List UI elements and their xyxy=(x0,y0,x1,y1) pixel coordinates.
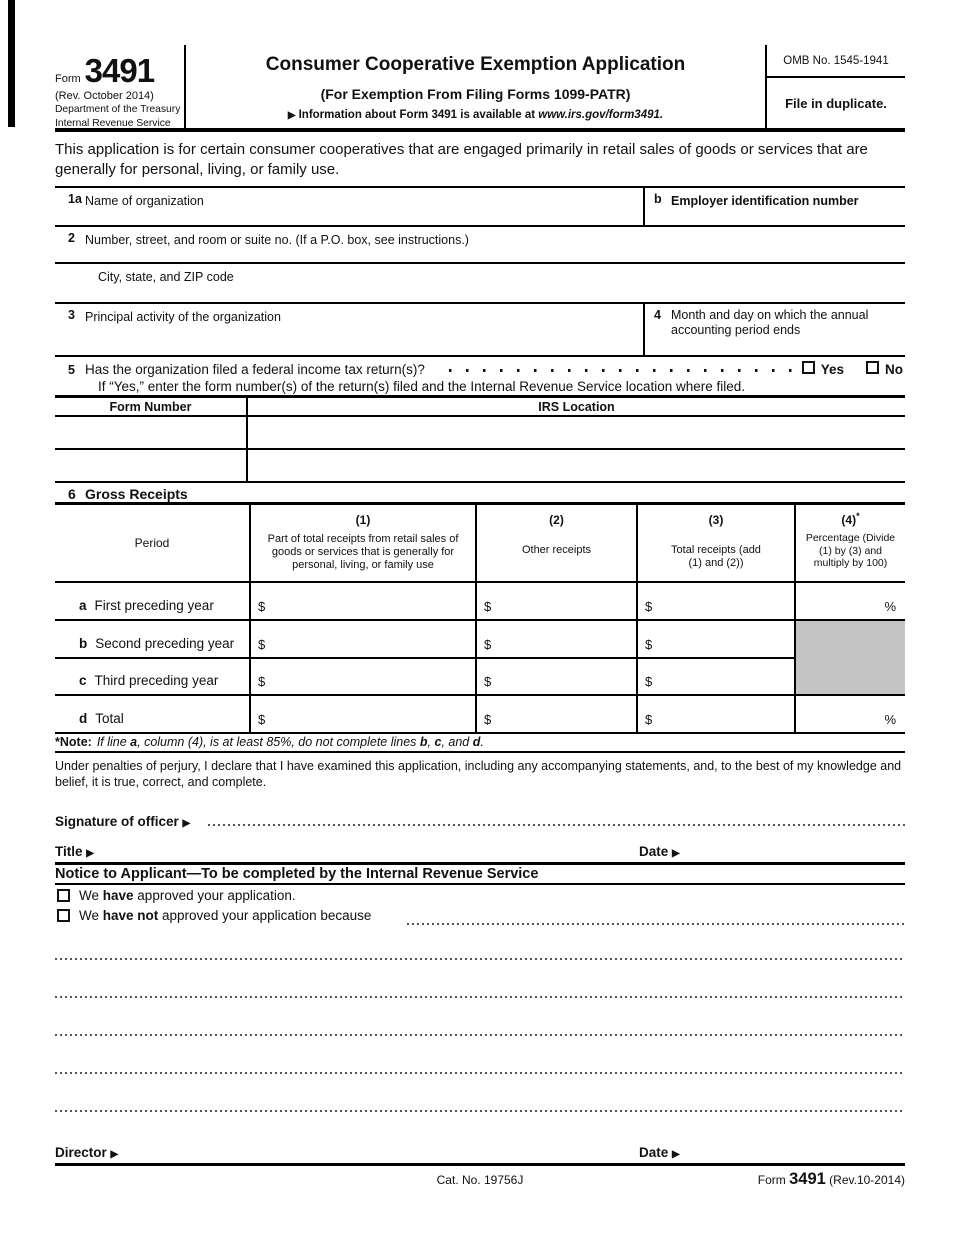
row-b-col1-cell[interactable] xyxy=(249,621,475,659)
director-date-label-line[interactable] xyxy=(639,1145,683,1160)
row-street-address xyxy=(55,227,905,264)
gross-receipts-title: Gross Receipts xyxy=(85,486,188,502)
footer-form-word: Form xyxy=(757,1173,790,1187)
accounting-period-field[interactable] xyxy=(643,304,905,355)
omb-number: OMB No. 1545-1941 xyxy=(767,45,905,78)
city-state-zip-label: City, state, and ZIP code xyxy=(98,270,234,284)
row-a-col1-cell[interactable] xyxy=(249,583,475,621)
not-approved-text: We xyxy=(79,908,103,923)
footer-form-number: 3491 xyxy=(789,1170,826,1188)
form-number-column-header: Form Number xyxy=(55,398,248,415)
filed-returns-table xyxy=(55,395,905,483)
column-2-label: Other receipts xyxy=(521,544,592,556)
date-label-line[interactable] xyxy=(639,844,683,859)
filed-returns-row-1 xyxy=(55,417,905,450)
not-approved-option-row xyxy=(55,908,905,927)
title-label: Title xyxy=(55,844,83,859)
row-d-col1-cell[interactable] xyxy=(249,696,475,734)
no-checkbox[interactable] xyxy=(866,361,879,374)
form-number-cell-1[interactable] xyxy=(55,417,248,448)
writing-line[interactable] xyxy=(55,1034,905,1036)
filed-returns-header-row xyxy=(55,398,905,417)
line-number-3: 3 xyxy=(68,308,75,322)
row-c-shaded-cell xyxy=(794,659,905,697)
dollar-sign: $ xyxy=(258,636,266,652)
notice-to-applicant-header: Notice to Applicant—To be completed by the Internal Revenue Service xyxy=(55,865,905,885)
approved-checkbox[interactable] xyxy=(57,889,70,902)
column-2-number: (2) xyxy=(549,513,564,527)
row-a-letter: a xyxy=(79,598,87,613)
column-4-header xyxy=(794,505,905,583)
approved-bold-text: have xyxy=(102,888,134,903)
row-a-label: First preceding year xyxy=(94,598,214,613)
omb-block xyxy=(767,45,905,128)
city-state-zip-field[interactable] xyxy=(55,264,905,286)
street-address-label: Number, street, and room or suite no. (If a P.O. box, see instructions.) xyxy=(85,233,469,247)
row-city-state-zip xyxy=(55,264,905,304)
note-letter-a: a xyxy=(130,735,138,749)
row-c-col2-cell[interactable] xyxy=(475,659,636,697)
dollar-sign: $ xyxy=(484,599,492,614)
title-date-row xyxy=(55,836,905,865)
dollar-sign: $ xyxy=(645,712,653,727)
writing-line[interactable] xyxy=(55,958,905,960)
filed-returns-row-2 xyxy=(55,450,905,481)
percent-sign: % xyxy=(884,712,896,727)
form-subtitle: (For Exemption From Filing Forms 1099-PATR) xyxy=(320,86,631,102)
period-column-header: Period xyxy=(55,505,249,583)
dollar-sign: $ xyxy=(484,712,492,727)
note-text: If line xyxy=(96,735,131,749)
info-text: Information about Form 3491 is available at xyxy=(298,109,539,121)
dollar-sign: $ xyxy=(645,636,653,652)
filed-return-instruction: If “Yes,” enter the form number(s) of the return(s) filed and the Internal Revenue Service location where filed. xyxy=(98,379,746,394)
yes-checkbox[interactable] xyxy=(802,361,815,374)
row-c-label: Third preceding year xyxy=(94,673,219,688)
dollar-sign: $ xyxy=(645,674,653,689)
form-title: Consumer Cooperative Exemption Application xyxy=(265,54,686,75)
revision-date: (Rev. October 2014) xyxy=(55,90,154,102)
column-3-header xyxy=(636,505,794,583)
info-url: www.irs.gov/form3491. xyxy=(538,109,664,121)
note-text: . xyxy=(480,735,484,749)
not-approved-checkbox[interactable] xyxy=(57,909,70,922)
form-number-line xyxy=(55,52,184,89)
yes-label: Yes xyxy=(820,362,844,377)
row-a-percent-cell[interactable] xyxy=(794,583,905,621)
director-date-row xyxy=(55,1136,905,1166)
row-b-shaded-cell xyxy=(794,621,905,659)
column-4-number-line xyxy=(796,511,905,529)
gross-receipts-header-row xyxy=(55,505,905,583)
line-number-2: 2 xyxy=(68,231,75,245)
row-d-col3-cell[interactable] xyxy=(636,696,794,734)
dollar-sign: $ xyxy=(645,599,653,614)
row-d-period xyxy=(55,696,249,734)
row-activity-and-period xyxy=(55,304,905,357)
line-number-1b: b xyxy=(654,192,662,206)
dollar-sign: $ xyxy=(258,674,266,689)
row-a-col3-cell[interactable] xyxy=(636,583,794,621)
gross-receipts-row-a xyxy=(55,583,905,621)
row-d-col2-cell[interactable] xyxy=(475,696,636,734)
column-1-number: (1) xyxy=(355,513,371,527)
approved-text: approved your application. xyxy=(133,888,296,903)
filed-return-question-line xyxy=(55,357,905,377)
page-edge-mark xyxy=(8,0,15,127)
dollar-sign: $ xyxy=(484,674,492,689)
note-prefix: *Note: xyxy=(55,735,92,749)
column-3-label: Total receipts (add (1) and (2)) xyxy=(671,544,761,569)
catalog-number: Cat. No. 19756J xyxy=(436,1173,524,1187)
right-arrow-icon: ▶ xyxy=(110,1149,119,1160)
row-c-col1-cell[interactable] xyxy=(249,659,475,697)
row-b-label: Second preceding year xyxy=(95,635,235,651)
right-arrow-icon: ▶ xyxy=(182,818,191,829)
accounting-period-label: Month and day on which the annual accounting period ends xyxy=(671,308,869,337)
writing-line[interactable] xyxy=(55,1072,905,1074)
gross-receipts-section-header xyxy=(55,483,905,505)
row-a-period xyxy=(55,583,249,621)
row-c-period xyxy=(55,659,249,697)
title-label-line[interactable] xyxy=(55,844,97,859)
note-letter-c: c xyxy=(434,735,442,749)
row-d-letter: d xyxy=(79,711,88,726)
department-line: Department of the Treasury xyxy=(55,104,181,115)
dollar-sign: $ xyxy=(258,599,266,614)
signature-line[interactable] xyxy=(208,824,905,826)
no-label: No xyxy=(885,362,903,377)
form-title-block xyxy=(184,45,767,128)
form-number-cell-2[interactable] xyxy=(55,450,248,481)
note-text: , column (4), is at least 85%, do not complete lines xyxy=(137,735,420,749)
form-header xyxy=(55,45,905,132)
director-label: Director xyxy=(55,1145,107,1160)
gross-receipts-row-c xyxy=(55,659,905,697)
note-text: , xyxy=(427,735,435,749)
dot-leader xyxy=(437,369,792,372)
form-number: 3491 xyxy=(84,52,155,89)
note-letter-d: d xyxy=(472,735,481,749)
gross-receipts-row-b xyxy=(55,621,905,659)
row-d-percent-cell[interactable] xyxy=(794,696,905,734)
row-b-col2-cell[interactable] xyxy=(475,621,636,659)
signature-row xyxy=(55,802,905,832)
name-of-organization-label: Name of organization xyxy=(85,194,204,208)
row-name-and-ein xyxy=(55,186,905,227)
approved-option-row xyxy=(55,888,905,907)
column-4-number: (4) xyxy=(841,513,857,527)
irs-location-column-header: IRS Location xyxy=(538,400,615,414)
writing-line[interactable] xyxy=(55,996,905,998)
row-b-col3-cell[interactable] xyxy=(636,621,794,659)
note-line xyxy=(55,733,905,753)
ein-field[interactable] xyxy=(643,188,905,225)
percent-sign: % xyxy=(884,599,896,614)
line-number-5: 5 xyxy=(68,363,75,377)
column-4-label: Percentage (Divide (1) by (3) and multiply by 100) xyxy=(805,532,896,569)
column-2-header xyxy=(475,505,636,583)
intro-paragraph: This application is for certain consumer cooperatives that are engaged primarily in retail sales of goods or services that are generally for personal, living, or family use. xyxy=(55,141,868,178)
row-d-label: Total xyxy=(95,711,124,726)
not-approved-bold-text: have not xyxy=(102,908,159,923)
column-1-header xyxy=(249,505,475,583)
line-number-1a: 1a xyxy=(68,192,82,206)
gross-receipts-row-d xyxy=(55,696,905,734)
file-in-duplicate-note: File in duplicate. xyxy=(785,95,887,111)
row-b-period xyxy=(55,621,249,659)
reason-line[interactable] xyxy=(407,923,905,925)
row-a-col2-cell[interactable] xyxy=(475,583,636,621)
column-3-number: (3) xyxy=(708,513,724,527)
row-filed-return-question xyxy=(55,357,905,395)
form-number-block xyxy=(55,45,184,128)
footer-revision: (Rev.10-2014) xyxy=(825,1173,905,1187)
row-c-letter: c xyxy=(79,673,87,688)
agency-line: Internal Revenue Service xyxy=(55,118,171,129)
dollar-sign: $ xyxy=(484,636,492,652)
row-b-letter: b xyxy=(79,635,88,651)
note-text: , and xyxy=(441,735,473,749)
ein-label: Employer identification number xyxy=(671,194,859,208)
column-4-asterisk: * xyxy=(856,511,860,521)
row-c-col3-cell[interactable] xyxy=(636,659,794,697)
perjury-statement: Under penalties of perjury, I declare that I have examined this application, including any accompanying statements, and, to the best of my knowledge and belief, it is true, correct, and complete. xyxy=(55,759,902,789)
dollar-sign: $ xyxy=(258,712,266,727)
right-arrow-icon: ▶ xyxy=(672,1149,680,1160)
signature-label-line xyxy=(55,814,193,829)
date-label: Date xyxy=(639,844,669,859)
right-arrow-icon: ▶ xyxy=(287,110,296,121)
street-address-field[interactable] xyxy=(55,227,905,249)
line-number-6: 6 xyxy=(68,486,76,502)
director-label-line[interactable] xyxy=(55,1145,121,1160)
form-reference xyxy=(758,1170,905,1189)
line-number-4: 4 xyxy=(654,308,661,322)
right-arrow-icon: ▶ xyxy=(86,848,94,859)
not-approved-text: approved your application because xyxy=(158,908,372,923)
form-word: Form xyxy=(55,73,81,85)
right-arrow-icon: ▶ xyxy=(672,848,680,859)
column-1-label: Part of total receipts from retail sales of goods or services that is generally for personal, living, or family use xyxy=(267,533,459,571)
signature-of-officer-label: Signature of officer xyxy=(55,814,179,829)
filed-return-question: Has the organization filed a federal income tax return(s)? xyxy=(85,362,425,377)
form-footer xyxy=(55,1170,905,1194)
writing-line[interactable] xyxy=(55,1110,905,1112)
gross-receipts-table xyxy=(55,505,905,734)
info-line xyxy=(186,109,765,121)
principal-activity-label: Principal activity of the organization xyxy=(85,310,281,324)
irs-location-cell-1[interactable] xyxy=(248,417,905,448)
irs-location-cell-2[interactable] xyxy=(248,450,905,481)
approved-text: We xyxy=(79,888,103,903)
note-letter-b: b xyxy=(419,735,428,749)
director-date-label: Date xyxy=(639,1145,669,1160)
